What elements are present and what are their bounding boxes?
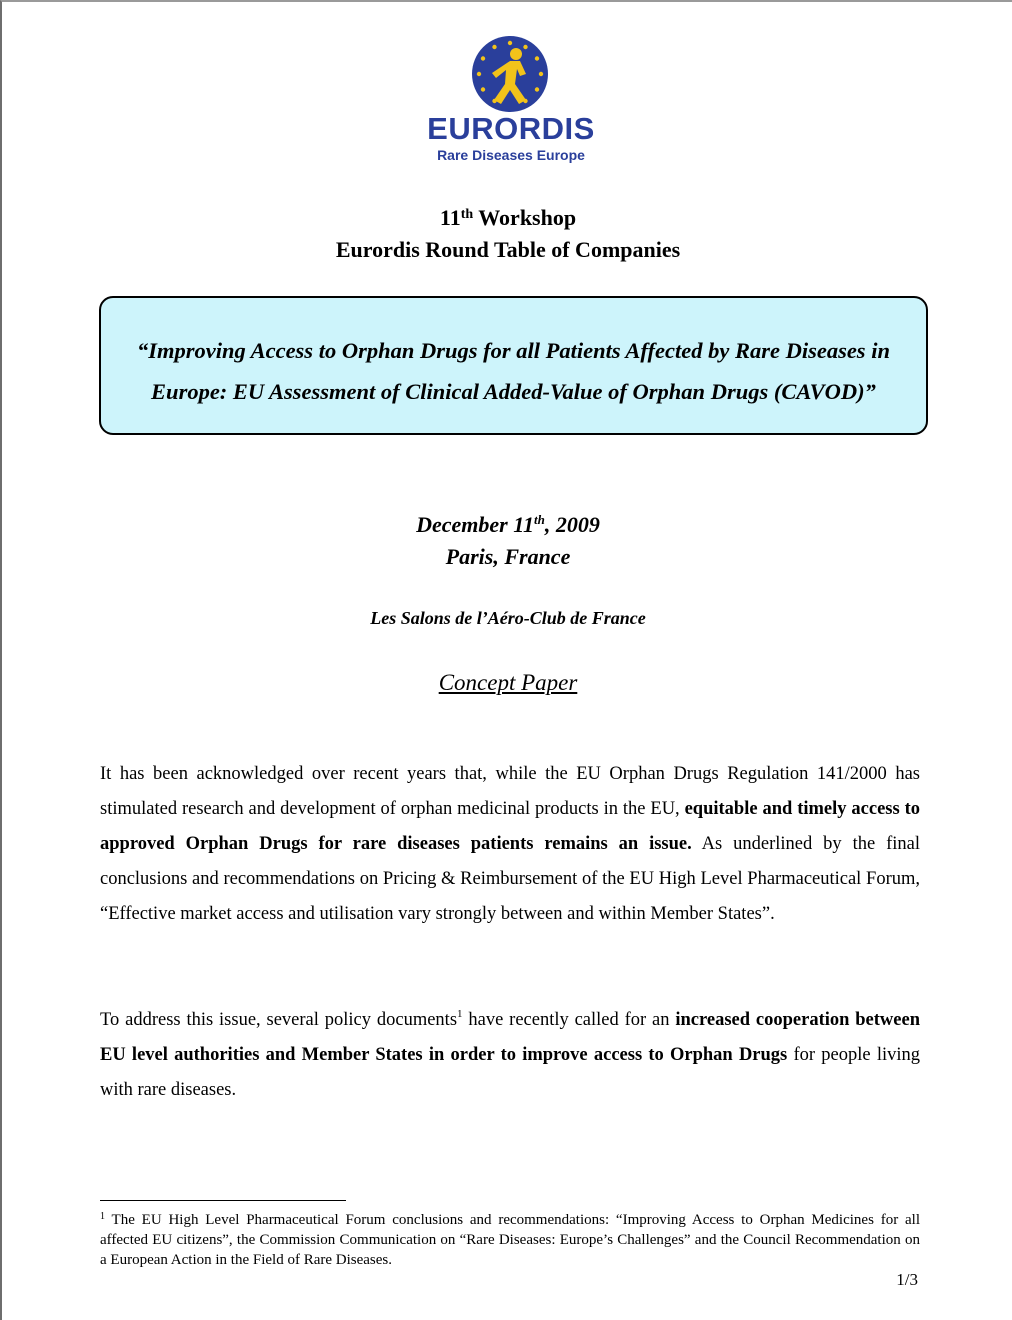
eurordis-emblem-icon xyxy=(470,34,550,114)
title-box xyxy=(99,296,928,435)
footnote-text: The EU High Level Pharmaceutical Forum conclusions and recommendations: “Improving Access to Orphan Medicines for all affected EU citizens”, the Commission Communication on “Rare Diseases: Europe’s Challenges” and the Council Recommendation on a European Action in the Field of Rare Diseases. xyxy=(100,1212,920,1268)
workshop-number-suffix: th xyxy=(460,207,474,222)
paragraph-1-emphasis: equitable and timely access to approved Orphan Drugs for rare diseases patients remains an issue. xyxy=(100,799,921,854)
logo-tagline: Rare Diseases Europe xyxy=(437,147,585,163)
paragraph-1-text-b: As underlined by the final conclusions and recommendations on Pricing & Reimbursement of the EU High Level Pharmaceutical Forum, “Effective market access and utilisation vary strongly between and within Member States”. xyxy=(100,834,920,924)
event-city: Paris, France xyxy=(445,544,571,569)
title-line-2: Europe: EU Assessment of Clinical Added-Value of Orphan Drugs (CAVOD)” xyxy=(151,379,876,404)
event-date-rest: , 2009 xyxy=(544,512,600,537)
logo-wordmark: EURORDIS xyxy=(427,111,595,146)
footnote-separator xyxy=(100,1200,346,1201)
document-type-title: Concept Paper xyxy=(438,670,578,695)
event-date-prefix: December 11 xyxy=(416,512,535,537)
paragraph-2-text-b: have recently called for an xyxy=(468,1010,670,1030)
paragraph-2-text-a: To address this issue, several policy documents xyxy=(100,1010,458,1030)
event-date xyxy=(2,510,1012,540)
round-table-heading: Eurordis Round Table of Companies xyxy=(335,237,681,262)
paragraph-2-emphasis: increased cooperation between EU level authorities and Member States in order to improve access to Orphan Drugs xyxy=(100,1010,920,1065)
paragraph-2-text-c: for people living with rare diseases. xyxy=(100,1045,921,1100)
workshop-word: Workshop xyxy=(478,205,577,230)
page-number: 1/3 xyxy=(896,1270,918,1289)
footnote xyxy=(100,1210,920,1270)
title-text xyxy=(101,330,926,412)
event-venue: Les Salons de l’Aéro-Club de France xyxy=(370,608,646,628)
workshop-number: 11 xyxy=(439,205,461,230)
title-line-1: “Improving Access to Orphan Drugs for all Patients Affected by Rare Diseases in xyxy=(137,338,890,363)
paragraph-1 xyxy=(100,757,920,932)
footnote-marker: 1 xyxy=(100,1211,105,1222)
footnote-reference[interactable]: 1 xyxy=(457,1008,463,1020)
event-date-suffix: th xyxy=(534,512,545,527)
workshop-heading xyxy=(2,203,1012,233)
paragraph-1-text-a: It has been acknowledged over recent years that, while the EU Orphan Drugs Regulation 141/2000 has stimulated research and development of orphan medicinal products in the EU, xyxy=(100,764,920,819)
paragraph-2 xyxy=(100,1003,920,1108)
eurordis-logo xyxy=(422,32,602,162)
